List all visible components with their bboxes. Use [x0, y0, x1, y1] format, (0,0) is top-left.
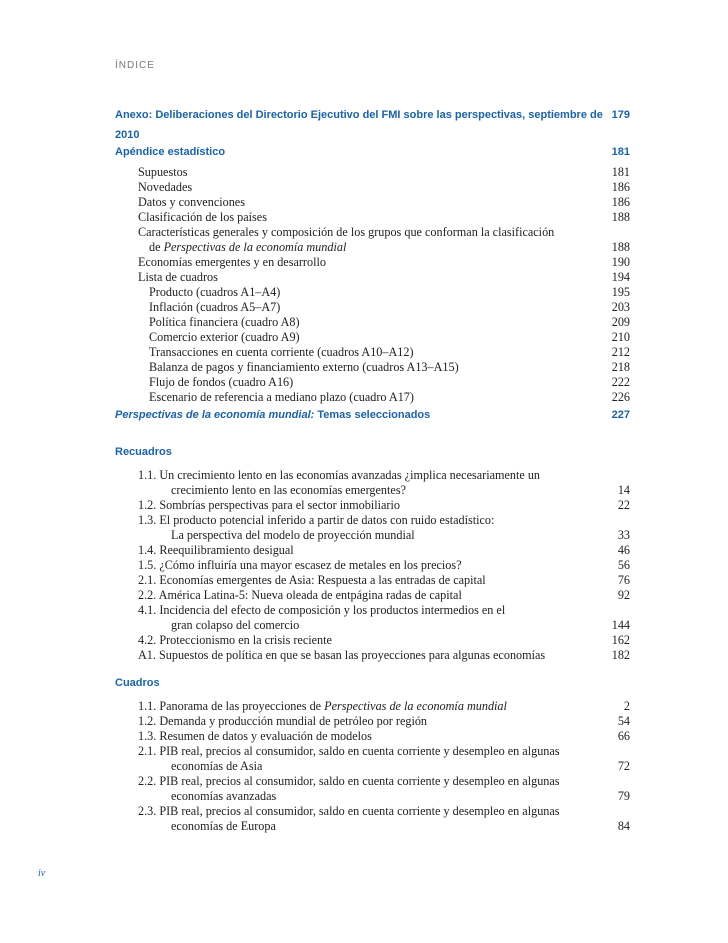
section-title: Apéndice estadístico — [115, 146, 226, 158]
section-title: Recuadros — [115, 446, 172, 458]
toc-subentry[interactable]: Escenario de referencia a mediano plazo (cuadro A17) 226 — [149, 390, 630, 404]
toc-entry[interactable]: A1. Supuestos de política en que se basan las proyecciones para algunas economías 182 — [138, 648, 630, 662]
toc-section-apendice[interactable] — [115, 142, 630, 162]
toc-entry[interactable]: Supuestos 181 — [138, 165, 630, 179]
toc-entry[interactable]: 1.3. Resumen de datos y evaluación de modelos 66 — [138, 729, 630, 743]
toc-subentry[interactable]: Comercio exterior (cuadro A9) 210 — [149, 330, 630, 344]
toc-entry[interactable]: 2.1. Economías emergentes de Asia: Respuesta a las entradas de capital 76 — [138, 573, 630, 587]
toc-subentry[interactable]: Producto (cuadros A1–A4) 195 — [149, 285, 630, 299]
toc-entry-continuation[interactable]: crecimiento lento en las economías emergentes? 14 — [171, 483, 630, 497]
section-title: Cuadros — [115, 677, 160, 689]
toc-entry[interactable]: 2.2. América Latina-5: Nueva oleada de entpágina radas de capital 92 — [138, 588, 630, 602]
table-of-contents — [115, 105, 630, 834]
toc-entry[interactable]: Características generales y composición de los grupos que conforman la clasificación — [138, 225, 555, 239]
toc-entry[interactable]: 1.1. Panorama de las proyecciones de Perspectivas de la economía mundial 2 — [138, 699, 630, 713]
toc-entry[interactable]: Economías emergentes y en desarrollo 190 — [138, 255, 630, 269]
toc-entry[interactable]: 1.2. Sombrías perspectivas para el sector inmobiliario 22 — [138, 498, 630, 512]
toc-entry[interactable]: 1.3. El producto potencial inferido a partir de datos con ruido estadístico: — [138, 513, 495, 527]
toc-entry[interactable]: Novedades 186 — [138, 180, 630, 194]
toc-entry[interactable]: 2.1. PIB real, precios al consumidor, saldo en cuenta corriente y desempleo en algunas — [138, 744, 560, 758]
toc-entry[interactable]: 1.4. Reequilibramiento desigual 46 — [138, 543, 630, 557]
toc-entry[interactable]: 1.5. ¿Cómo influiría una mayor escasez de metales en los precios? 56 — [138, 558, 630, 572]
spacer — [115, 125, 630, 142]
toc-entry[interactable]: 1.2. Demanda y producción mundial de petróleo por región 54 — [138, 714, 630, 728]
toc-subentry[interactable]: Transacciones en cuenta corriente (cuadros A10–A12) 212 — [149, 345, 630, 359]
toc-section-recuadros — [115, 442, 630, 462]
section-page: 181 — [611, 146, 630, 158]
spacer — [115, 663, 630, 673]
toc-section-anexo[interactable] — [115, 105, 630, 141]
toc-section-temas[interactable] — [115, 405, 630, 425]
section-title: Perspectivas de la economía mundial: Temas seleccionados — [115, 409, 431, 421]
toc-entry-continuation[interactable]: gran colapso del comercio 144 — [171, 618, 630, 632]
toc-entry[interactable]: 4.2. Proteccionismo en la crisis reciente 162 — [138, 633, 630, 647]
toc-entry[interactable]: 4.1. Incidencia del efecto de composición y los productos intermedios en el — [138, 603, 506, 617]
toc-entry-continuation[interactable]: La perspectiva del modelo de proyección mundial 33 — [171, 528, 630, 542]
toc-entry-continuation[interactable]: de Perspectivas de la economía mundial 188 — [149, 240, 630, 254]
toc-section-cuadros — [115, 673, 630, 693]
toc-entry-continuation[interactable]: economías de Europa 84 — [171, 819, 630, 833]
toc-subentry[interactable]: Política financiera (cuadro A8) 209 — [149, 315, 630, 329]
section-page: 179 — [611, 109, 630, 121]
spacer — [115, 425, 630, 442]
toc-entry[interactable]: Lista de cuadros 194 — [138, 270, 630, 284]
toc-entry[interactable]: Datos y convenciones 186 — [138, 195, 630, 209]
toc-subentry[interactable]: Balanza de pagos y financiamiento externo (cuadros A13–A15) 218 — [149, 360, 630, 374]
page-number-footer: iv — [38, 868, 46, 879]
toc-entry[interactable]: 2.3. PIB real, precios al consumidor, saldo en cuenta corriente y desempleo en algunas — [138, 804, 560, 818]
toc-entry[interactable]: 2.2. PIB real, precios al consumidor, saldo en cuenta corriente y desempleo en algunas — [138, 774, 560, 788]
section-title: Anexo: Deliberaciones del Directorio Ejecutivo del FMI sobre las perspectivas, septiembre de 2010 — [115, 109, 603, 141]
toc-subentry[interactable]: Inflación (cuadros A5–A7) 203 — [149, 300, 630, 314]
toc-entry[interactable]: 1.1. Un crecimiento lento en las economías avanzadas ¿implica necesariamente un — [138, 468, 541, 482]
section-page: 227 — [611, 409, 630, 421]
toc-entry-continuation[interactable]: economías de Asia 72 — [171, 759, 630, 773]
toc-entry[interactable]: Clasificación de los países 188 — [138, 210, 630, 224]
toc-entry-continuation[interactable]: economías avanzadas 79 — [171, 789, 630, 803]
running-header: ÍNDICE — [115, 60, 155, 71]
toc-subentry[interactable]: Flujo de fondos (cuadro A16) 222 — [149, 375, 630, 389]
